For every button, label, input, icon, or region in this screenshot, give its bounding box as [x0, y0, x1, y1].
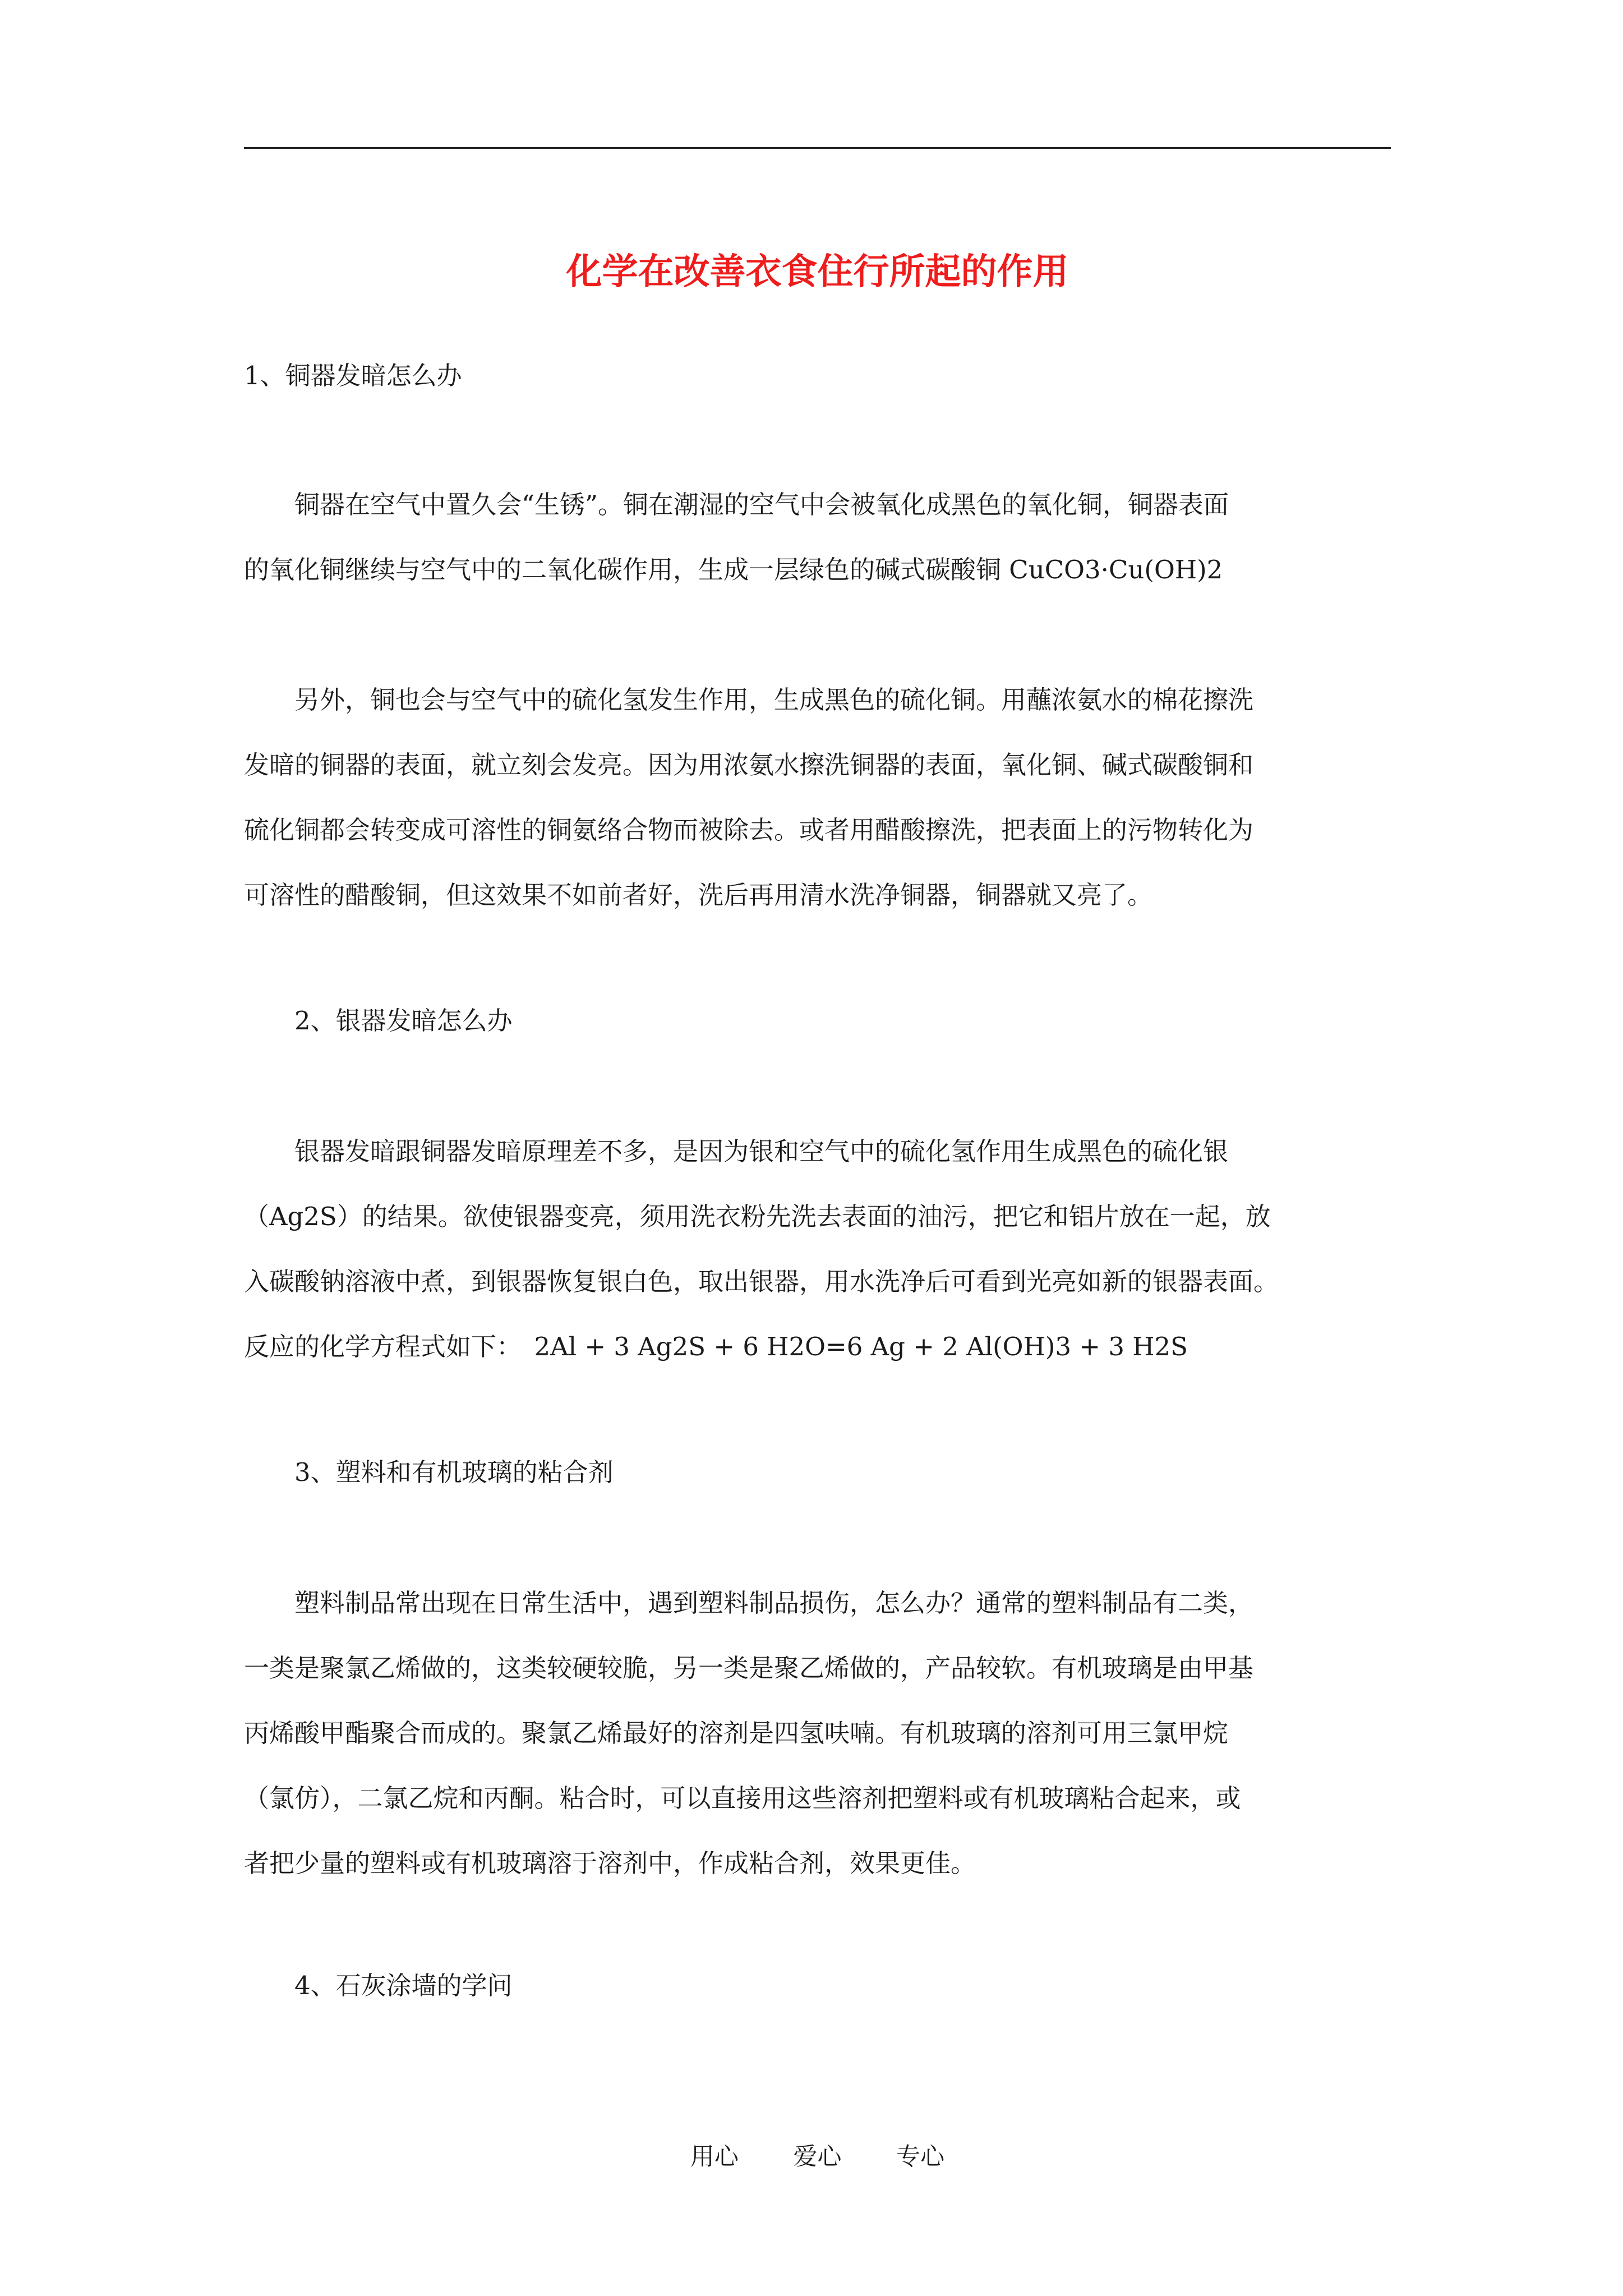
paragraph-line: 发暗的铜器的表面，就立刻会发亮。因为用浓氨水擦洗铜器的表面，氧化铜、碱式碳酸铜和 — [244, 750, 1254, 780]
paragraph-line: 者把少量的塑料或有机玻璃溶于溶剂中，作成粘合剂，效果更佳。 — [244, 1848, 976, 1878]
footer-item: 专心 — [896, 2143, 945, 2171]
paragraph-line: 塑料制品常出现在日常生活中，遇到塑料制品损伤，怎么办？通常的塑料制品有二类， — [244, 1588, 1254, 1618]
paragraph-line: （Ag2S）的结果。欲使银器变亮，须用洗衣粉先洗去表面的油污，把它和铝片放在一起，放 — [244, 1202, 1271, 1231]
paragraph-1-2 — [244, 668, 1391, 928]
section-heading-2: 2、银器发暗怎么办 — [244, 1006, 513, 1036]
paragraph-3-1 — [244, 1571, 1391, 1896]
page-footer — [244, 2137, 1391, 2177]
footer-item: 爱心 — [793, 2143, 842, 2171]
paragraph-line: 的氧化铜继续与空气中的二氧化碳作用，生成一层绿色的碱式碳酸铜 CuCO3·Cu(OH)2 — [244, 555, 1223, 585]
document-title: 化学在改善衣食住行所起的作用 — [566, 251, 1069, 293]
paragraph-line: 一类是聚氯乙烯做的，这类较硬较脆，另一类是聚乙烯做的，产品较软。有机玻璃是由甲基 — [244, 1653, 1254, 1683]
paragraph-line: 银器发暗跟铜器发暗原理差不多，是因为银和空气中的硫化氢作用生成黑色的硫化银 — [244, 1137, 1229, 1166]
paragraph-line: 硫化铜都会转变成可溶性的铜氨络合物而被除去。或者用醋酸擦洗，把表面上的污物转化为 — [244, 815, 1254, 845]
paragraph-line: （氯仿），二氯乙烷和丙酮。粘合时，可以直接用这些溶剂把塑料或有机玻璃粘合起来，或 — [244, 1783, 1241, 1813]
section-heading-1: 1、铜器发暗怎么办 — [244, 361, 462, 390]
paragraph-line: 入碳酸钠溶液中煮，到银器恢复银白色，取出银器，用水洗净后可看到光亮如新的银器表面。 — [244, 1267, 1279, 1296]
section-heading-3: 3、塑料和有机玻璃的粘合剂 — [244, 1457, 614, 1487]
paragraph-line: 可溶性的醋酸铜，但这效果不如前者好，洗后再用清水洗净铜器，铜器就又亮了。 — [244, 880, 1153, 910]
paragraph-line: 丙烯酸甲酯聚合而成的。聚氯乙烯最好的溶剂是四氢呋喃。有机玻璃的溶剂可用三氯甲烷 — [244, 1718, 1229, 1748]
header-rule — [244, 147, 1391, 149]
footer-item: 用心 — [690, 2143, 739, 2171]
paragraph-line: 反应的化学方程式如下： 2Al + 3 Ag2S + 6 H2O=6 Ag + 2 Al(OH)3 + 3 H2S — [244, 1332, 1188, 1361]
paragraph-2-1 — [244, 1119, 1391, 1379]
paragraph-1-1 — [244, 472, 1391, 602]
section-heading-4: 4、石灰涂墙的学问 — [244, 1971, 513, 2000]
paragraph-line: 铜器在空气中置久会“生锈”。铜在潮湿的空气中会被氧化成黑色的氧化铜，铜器表面 — [244, 490, 1229, 519]
paragraph-line: 另外，铜也会与空气中的硫化氢发生作用，生成黑色的硫化铜。用蘸浓氨水的棉花擦洗 — [244, 685, 1254, 715]
